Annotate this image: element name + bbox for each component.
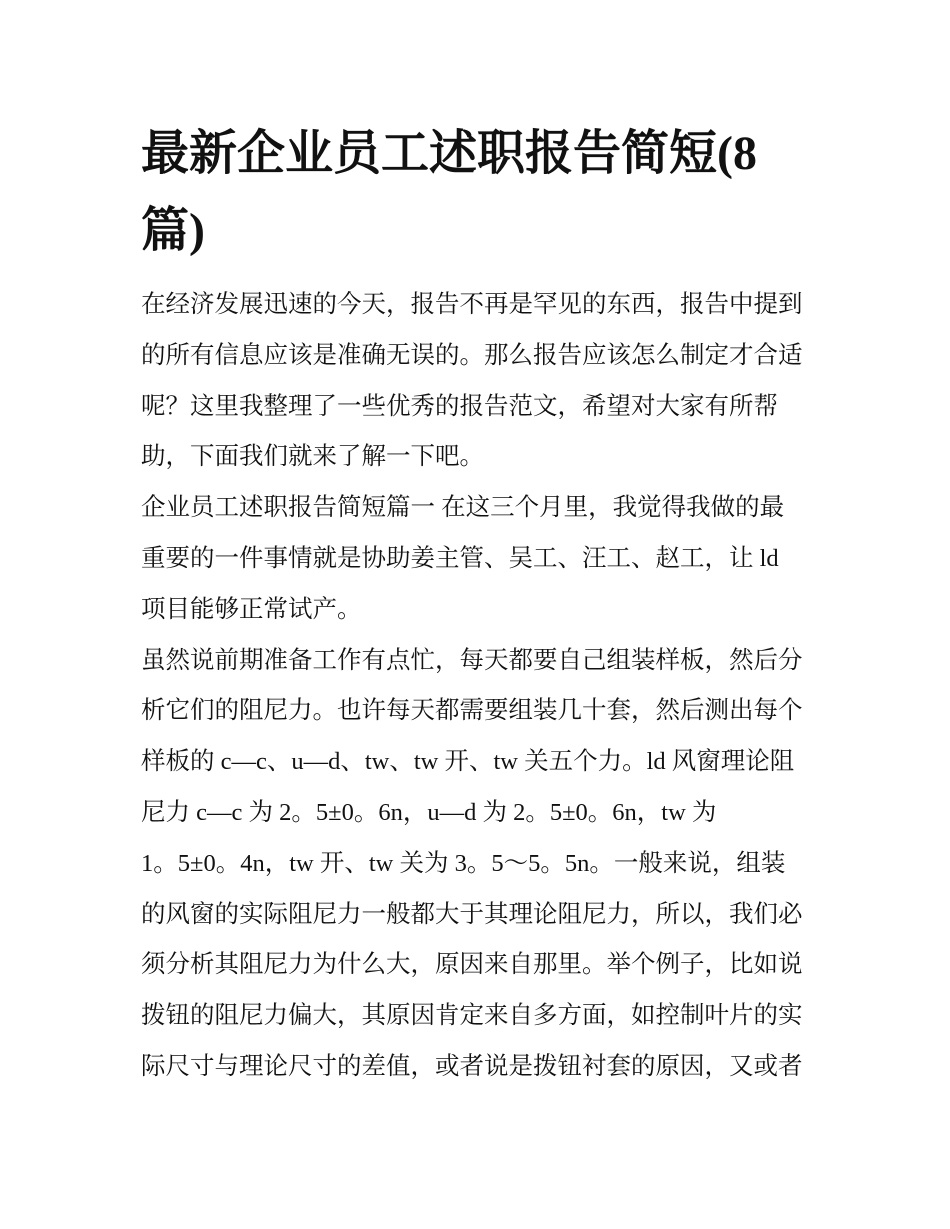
document-body <box>141 280 831 1093</box>
body-line: 际尺寸与理论尺寸的差值，或者说是拨钮衬套的原因，又或者 <box>141 1052 803 1080</box>
body-line: 的风窗的实际阻尼力一般都大于其理论阻尼力，所以，我们必 <box>141 900 803 928</box>
body-line: 的所有信息应该是准确无误的。那么报告应该怎么制定才合适 <box>141 341 803 369</box>
body-line: 拨钮的阻尼力偏大，其原因肯定来自多方面，如控制叶片的实 <box>141 1002 803 1030</box>
body-line: 样板的 c—c、u—d、tw、tw 开、tw 关五个力。ld 风窗理论阻 <box>141 748 795 776</box>
body-line: 1。5±0。4n，tw 开、tw 关为 3。5～5。5n。一般来说，组装 <box>141 849 786 877</box>
body-line: 项目能够正常试产。 <box>141 595 362 623</box>
title-line: 篇) <box>141 204 205 257</box>
body-line: 尼力 c—c 为 2。5±0。6n，u—d 为 2。5±0。6n，tw 为 <box>141 798 717 826</box>
body-line: 须分析其阻尼力为什么大，原因来自那里。举个例子，比如说 <box>141 951 803 979</box>
body-line: 析它们的阻尼力。也许每天都需要组装几十套，然后测出每个 <box>141 697 803 725</box>
title-line: 最新企业员工述职报告简短(8 <box>141 127 757 180</box>
body-line: 呢？这里我整理了一些优秀的报告范文，希望对大家有所帮 <box>141 392 778 420</box>
body-line: 助，下面我们就来了解一下吧。 <box>141 443 484 471</box>
body-line: 在经济发展迅速的今天，报告不再是罕见的东西，报告中提到 <box>141 291 803 318</box>
document-title <box>141 115 821 269</box>
body-line: 虽然说前期准备工作有点忙，每天都要自己组装样板，然后分 <box>141 646 803 674</box>
body-line: 重要的一件事情就是协助姜主管、吴工、汪工、赵工，让 ld <box>141 544 779 572</box>
body-line: 企业员工述职报告简短篇一 在这三个月里，我觉得我做的最 <box>141 494 785 522</box>
